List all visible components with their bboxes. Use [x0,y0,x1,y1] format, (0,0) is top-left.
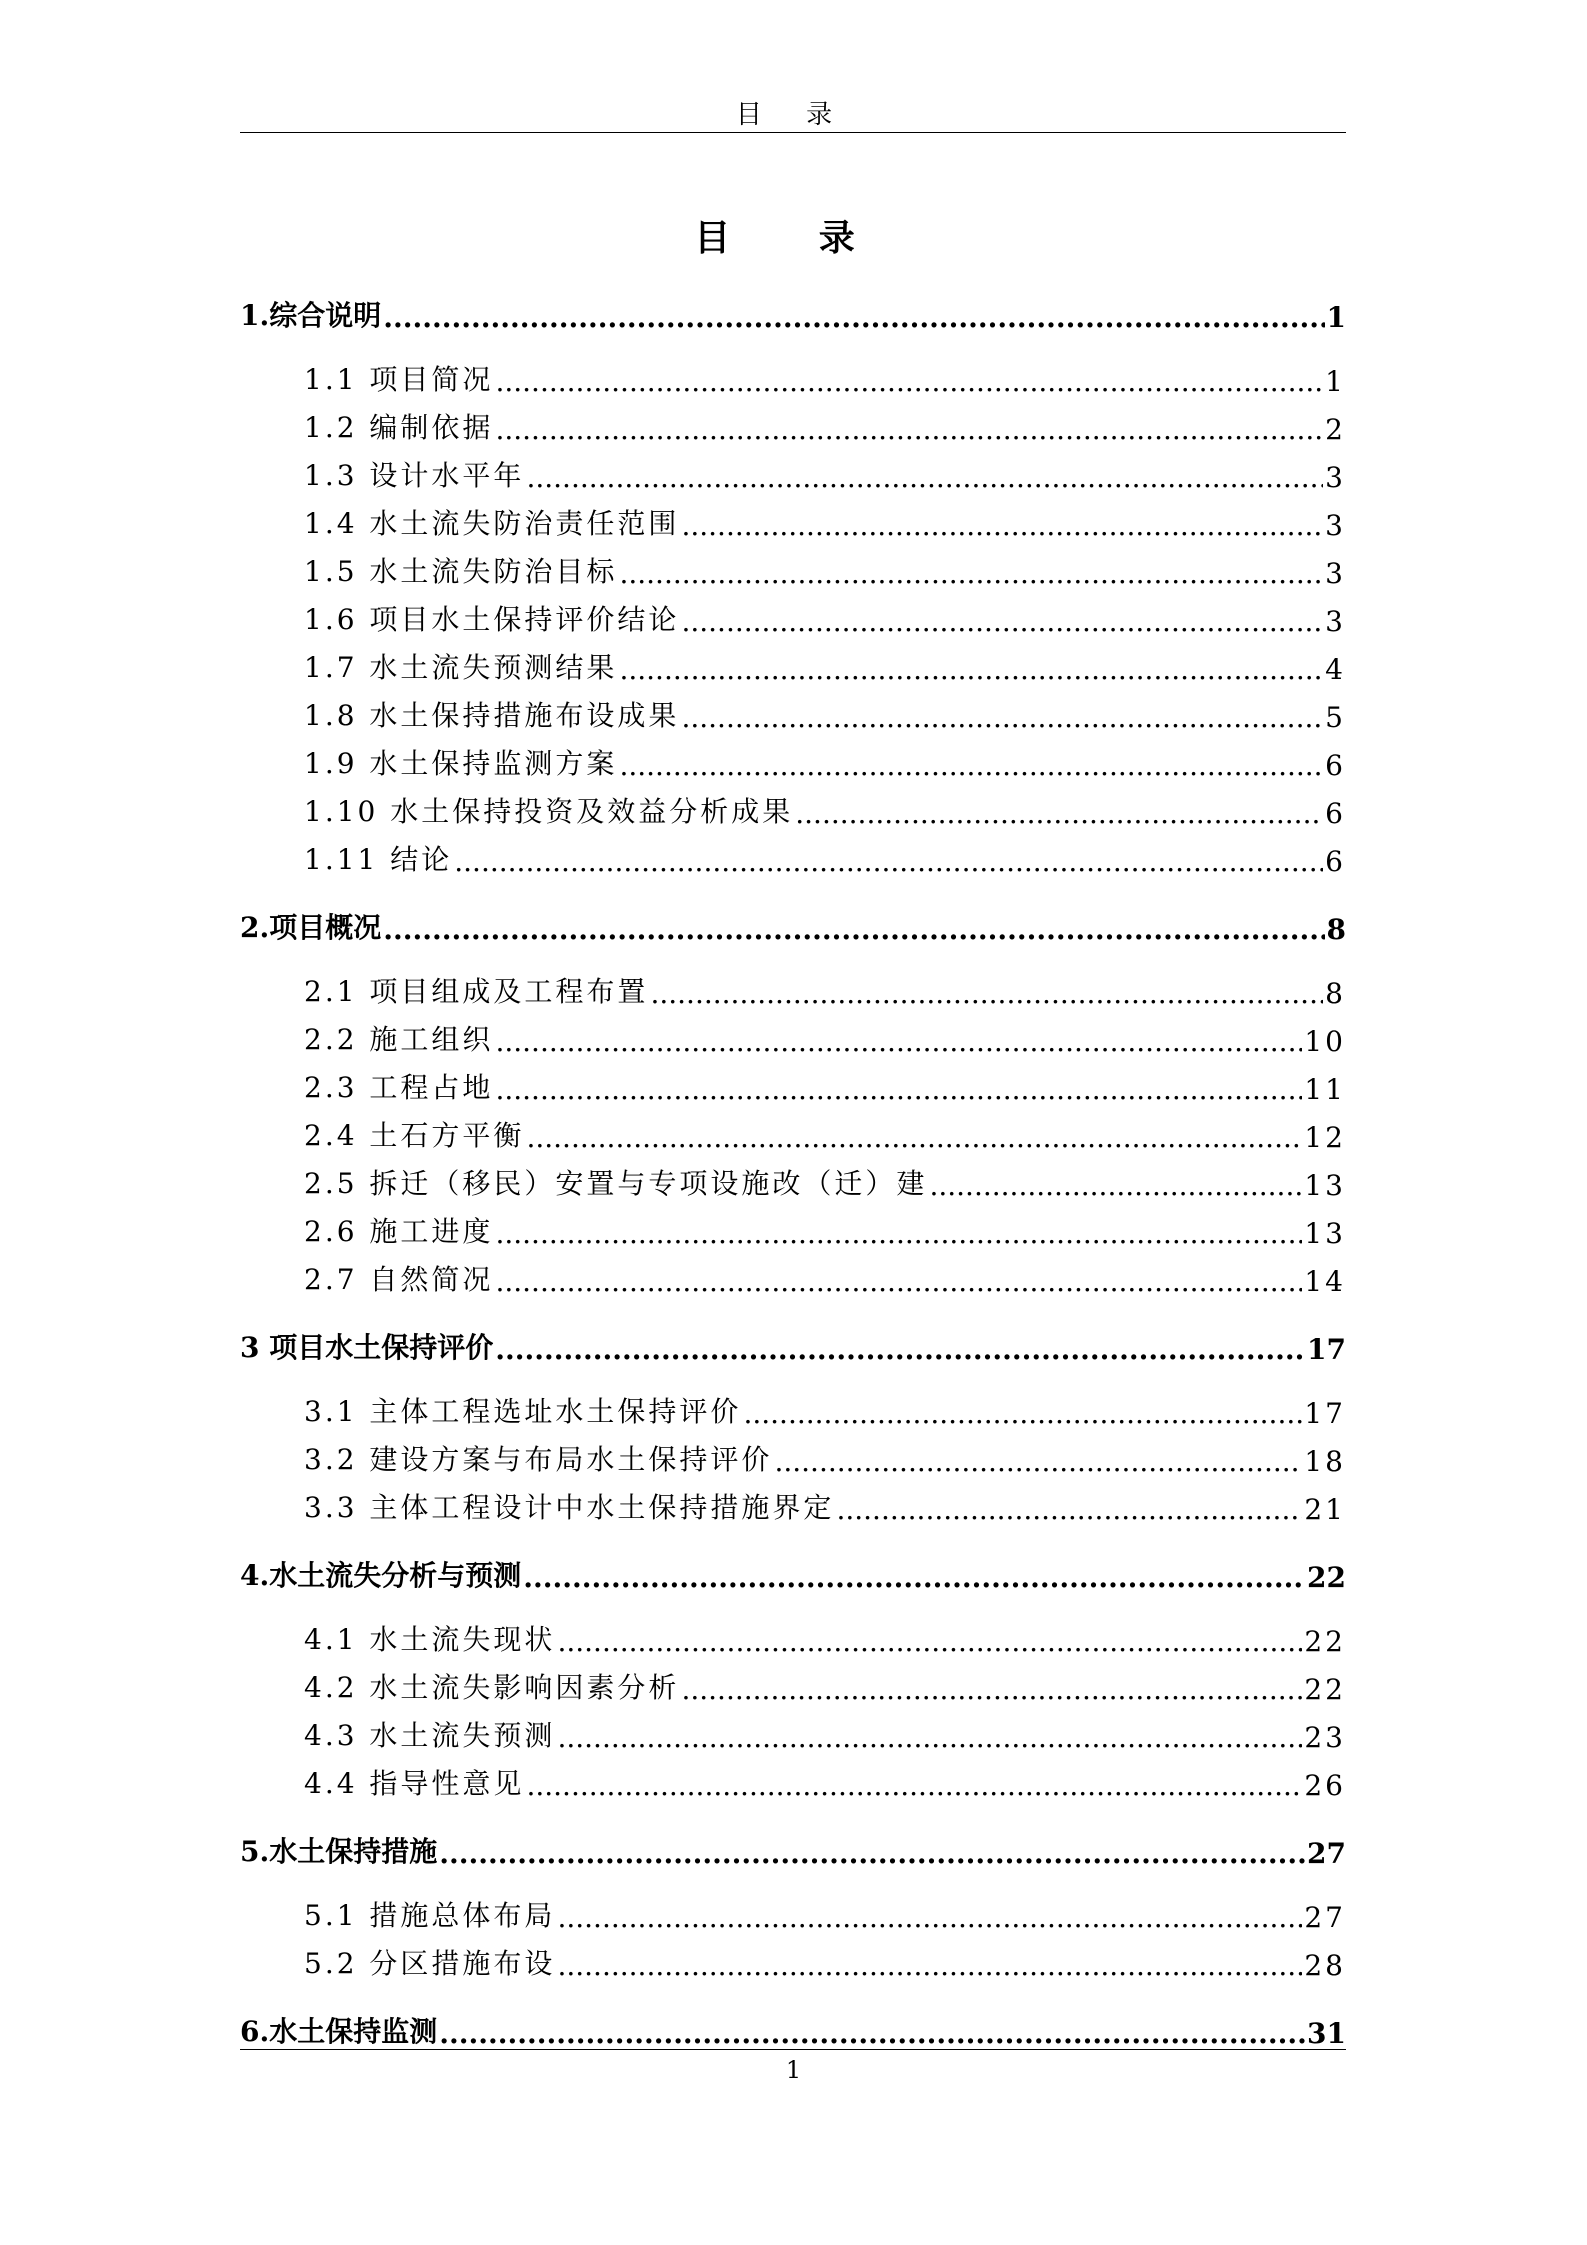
toc-entry-page: 28 [1304,1949,1346,1982]
toc-entry-label: 4.水土流失分析与预测 [240,1559,522,1592]
toc-entry-label: 2.5 拆迁（移民）安置与专项设施改（迁）建 [304,1167,928,1200]
toc-entry-label: 4.1 水土流失现状 [304,1623,556,1656]
toc-entry-page: 13 [1304,1169,1346,1202]
toc-section-entry[interactable] [304,1386,1346,1430]
toc-leader-dots [526,461,1323,494]
toc-leader-dots [619,653,1323,686]
toc-leader-dots [495,1265,1302,1298]
toc-leader-dots [557,1949,1302,1982]
toc-entry-page: 14 [1304,1265,1346,1298]
toc-entry-label: 1.3 设计水平年 [304,459,525,492]
toc-section-entry[interactable] [304,786,1346,830]
toc-entry-page: 6 [1325,797,1346,830]
toc-leader-dots [495,1217,1302,1250]
toc-entry-page: 17 [1307,1333,1346,1366]
toc-leader-dots [495,1073,1302,1106]
toc-entry-label: 2.项目概况 [240,911,382,944]
toc-entry-label: 4.4 指导性意见 [304,1767,525,1800]
toc-entry-page: 21 [1304,1493,1346,1526]
toc-entry-label: 6.水土保持监测 [240,2015,438,2048]
toc-section-entry[interactable] [304,738,1346,782]
toc-section-entry[interactable] [304,1014,1346,1058]
toc-entry-label: 2.4 土石方平衡 [304,1119,525,1152]
header-rule [240,132,1346,133]
toc-leader-dots [523,1561,1305,1594]
toc-leader-dots [795,797,1323,830]
toc-leader-dots [929,1169,1302,1202]
toc-entry-page: 27 [1307,1837,1346,1870]
toc-entry-page: 13 [1304,1217,1346,1250]
toc-entry-page: 4 [1325,653,1346,686]
toc-leader-dots [383,301,1324,334]
toc-entry-page: 8 [1325,977,1346,1010]
toc-section-entry[interactable] [304,834,1346,878]
toc-section-entry[interactable] [304,546,1346,590]
toc-entry-page: 2 [1325,413,1346,446]
toc-entry-label: 1.7 水土流失预测结果 [304,651,618,684]
toc-entry-page: 6 [1325,845,1346,878]
toc-entry-label: 1.5 水土流失防治目标 [304,555,618,588]
toc-entry-page: 22 [1304,1673,1346,1706]
toc-section-entry[interactable] [304,1614,1346,1658]
toc-leader-dots [439,2017,1305,2050]
toc-entry-page: 10 [1304,1025,1346,1058]
toc-section-entry[interactable] [304,1206,1346,1250]
toc-entry-label: 3 项目水土保持评价 [240,1331,494,1364]
toc-section-entry[interactable] [304,1110,1346,1154]
page-number: 1 [785,2056,802,2084]
toc-entry-page: 17 [1304,1397,1346,1430]
toc-leader-dots [557,1625,1302,1658]
toc-leader-dots [454,845,1323,878]
toc-section-entry[interactable] [304,966,1346,1010]
toc-entry-label: 2.7 自然简况 [304,1263,494,1296]
toc-section-entry[interactable] [304,1890,1346,1934]
toc-entry-page: 3 [1325,605,1346,638]
toc-entry-label: 1.6 项目水土保持评价结论 [304,603,680,636]
toc-section-entry[interactable] [304,594,1346,638]
toc-entry-label: 1.10 水土保持投资及效益分析成果 [304,795,794,828]
toc-leader-dots [743,1397,1302,1430]
toc-section-entry[interactable] [304,1482,1346,1526]
toc-entry-page: 12 [1304,1121,1346,1154]
toc-chapter-entry[interactable] [240,902,1346,946]
toc-entry-label: 4.3 水土流失预测 [304,1719,556,1752]
toc-entry-label: 1.1 项目简况 [304,363,494,396]
toc-leader-dots [495,1025,1302,1058]
toc-section-entry[interactable] [304,1938,1346,1982]
toc-section-entry[interactable] [304,450,1346,494]
toc-section-entry[interactable] [304,1158,1346,1202]
toc-entry-page: 3 [1325,461,1346,494]
toc-section-entry[interactable] [304,402,1346,446]
toc-section-entry[interactable] [304,1062,1346,1106]
toc-chapter-entry[interactable] [240,1322,1346,1366]
toc-leader-dots [557,1721,1302,1754]
toc-entry-page: 1 [1326,301,1346,334]
toc-leader-dots [495,1333,1305,1366]
toc-entry-page: 1 [1325,365,1346,398]
toc-chapter-entry[interactable] [240,1550,1346,1594]
toc-entry-page: 11 [1304,1073,1346,1106]
toc-leader-dots [681,605,1323,638]
toc-entry-label: 5.水土保持措施 [240,1835,438,1868]
toc-entry-label: 5.2 分区措施布设 [304,1947,556,1980]
toc-entry-label: 2.1 项目组成及工程布置 [304,975,649,1008]
toc-entry-label: 3.3 主体工程设计中水土保持措施界定 [304,1491,835,1524]
toc-entry-page: 3 [1325,557,1346,590]
page-title: 目 录 [694,217,893,259]
toc-entry-page: 3 [1325,509,1346,542]
toc-entry-page: 5 [1325,701,1346,734]
toc-leader-dots [681,509,1323,542]
toc-entry-label: 1.8 水土保持措施布设成果 [304,699,680,732]
toc-entry-label: 2.2 施工组织 [304,1023,494,1056]
toc-leader-dots [495,413,1323,446]
toc-leader-dots [383,913,1324,946]
toc-section-entry[interactable] [304,1758,1346,1802]
running-header: 目 录 [735,100,851,130]
toc-leader-dots [681,701,1323,734]
toc-chapter-entry[interactable] [240,290,1346,334]
toc-entry-page: 6 [1325,749,1346,782]
toc-section-entry[interactable] [304,498,1346,542]
toc-entry-label: 1.9 水土保持监测方案 [304,747,618,780]
toc-section-entry[interactable] [304,690,1346,734]
toc-entry-label: 2.6 施工进度 [304,1215,494,1248]
toc-entry-label: 1.综合说明 [240,299,382,332]
toc-chapter-entry[interactable] [240,2006,1346,2050]
toc-leader-dots [681,1673,1302,1706]
toc-entry-page: 26 [1304,1769,1346,1802]
toc-leader-dots [557,1901,1302,1934]
toc-entry-label: 1.4 水土流失防治责任范围 [304,507,680,540]
toc-leader-dots [495,365,1323,398]
toc-entry-label: 1.11 结论 [304,843,453,876]
toc-section-entry[interactable] [304,1434,1346,1478]
toc-leader-dots [836,1493,1302,1526]
toc-entry-page: 22 [1304,1625,1346,1658]
toc-section-entry[interactable] [304,642,1346,686]
toc-section-entry[interactable] [304,1710,1346,1754]
toc-entry-label: 3.2 建设方案与布局水土保持评价 [304,1443,773,1476]
toc-entry-page: 31 [1307,2017,1346,2050]
toc-leader-dots [526,1121,1302,1154]
footer-rule [240,2049,1346,2050]
toc-chapter-entry[interactable] [240,1826,1346,1870]
toc-entry-label: 5.1 措施总体布局 [304,1899,556,1932]
toc-leader-dots [619,557,1323,590]
toc-section-entry[interactable] [304,354,1346,398]
toc-leader-dots [774,1445,1302,1478]
toc-entry-page: 22 [1307,1561,1346,1594]
toc-entry-page: 8 [1326,913,1346,946]
toc-entry-label: 2.3 工程占地 [304,1071,494,1104]
toc-leader-dots [439,1837,1305,1870]
toc-entry-page: 18 [1304,1445,1346,1478]
toc-entry-label: 3.1 主体工程选址水土保持评价 [304,1395,742,1428]
toc-leader-dots [619,749,1323,782]
toc-entry-page: 27 [1304,1901,1346,1934]
toc-section-entry[interactable] [304,1254,1346,1298]
toc-leader-dots [526,1769,1302,1802]
toc-entry-label: 1.2 编制依据 [304,411,494,444]
toc-entry-label: 4.2 水土流失影响因素分析 [304,1671,680,1704]
toc-leader-dots [650,977,1323,1010]
toc-section-entry[interactable] [304,1662,1346,1706]
toc-entry-page: 23 [1304,1721,1346,1754]
